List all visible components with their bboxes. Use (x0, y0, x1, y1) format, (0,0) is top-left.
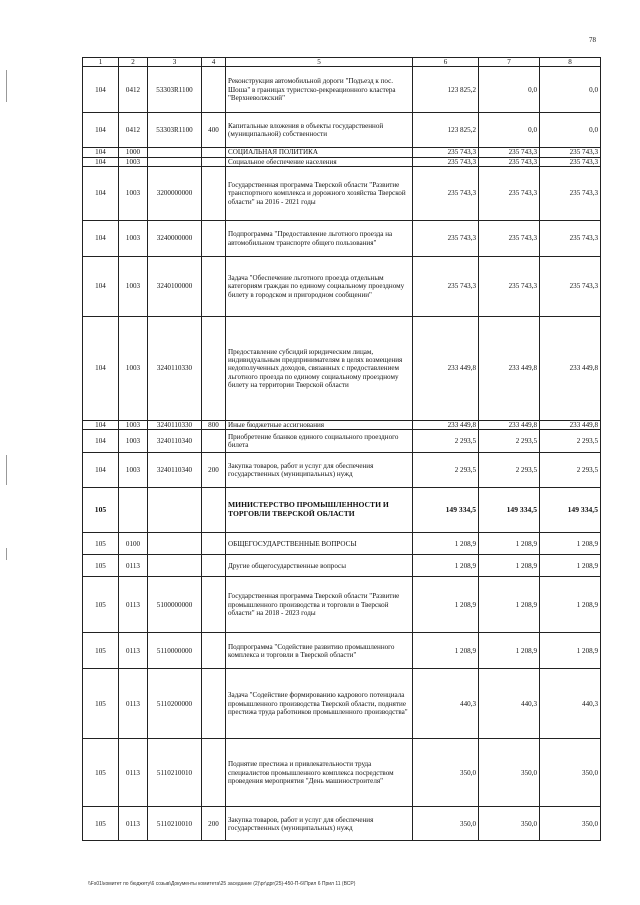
amount-2021-cell: 235 743,3 (540, 167, 601, 221)
amount-2020-cell: 235 743,3 (479, 221, 540, 257)
target-article-code-cell: 5110000000 (148, 633, 202, 669)
amount-2021-cell: 235 743,3 (540, 148, 601, 157)
amount-2021-cell: 235 743,3 (540, 157, 601, 166)
amount-2020-cell: 1 208,9 (479, 577, 540, 633)
item-name-cell: Закупка товаров, работ и услуг для обеспечения государственных (муниципальных) нужд (226, 807, 413, 841)
amount-2020-cell: 2 293,5 (479, 453, 540, 488)
amount-2019-cell: 149 334,5 (413, 488, 479, 533)
target-article-code-cell: 3240110340 (148, 453, 202, 488)
target-article-code-cell (148, 157, 202, 166)
target-article-code-cell: 53303R1100 (148, 67, 202, 113)
amount-2020-cell: 233 449,8 (479, 421, 540, 430)
subsection-code-cell: 0100 (119, 533, 148, 555)
amount-2020-cell: 235 743,3 (479, 157, 540, 166)
subsection-code-cell: 0113 (119, 633, 148, 669)
margin-scan-mark-middle (6, 455, 7, 485)
section-code-cell: 105 (83, 807, 119, 841)
header-col-3: 3 (148, 58, 202, 67)
section-code-cell: 104 (83, 67, 119, 113)
amount-2021-cell: 235 743,3 (540, 257, 601, 317)
amount-2019-cell: 235 743,3 (413, 167, 479, 221)
table-row (83, 167, 601, 221)
expense-type-code-cell: 200 (202, 807, 226, 841)
item-name-cell: Государственная программа Тверской области "Развитие транспортного комплекса и дорожного хозяйства Тверской области" на 2016 - 2021 годы (226, 167, 413, 221)
expense-type-code-cell (202, 739, 226, 807)
amount-2020-cell: 1 208,9 (479, 533, 540, 555)
item-name-cell: Подпрограмма "Содействие развитию промышленного комплекса и торговли в Тверской области" (226, 633, 413, 669)
table-row (83, 739, 601, 807)
expense-type-code-cell: 400 (202, 113, 226, 148)
target-article-code-cell: 3240110340 (148, 430, 202, 453)
file-path-footer: \\Fs01\комитет по бюджету\6 созыв\Документы комитета\25 заседание (2)\рг\дрг(25)-450-П-6\Прил 6 Прил 11 (ВСР) (88, 881, 356, 887)
amount-2021-cell: 2 293,5 (540, 430, 601, 453)
expense-type-code-cell (202, 157, 226, 166)
amount-2020-cell: 0,0 (479, 113, 540, 148)
expense-type-code-cell (202, 67, 226, 113)
section-code-cell: 105 (83, 533, 119, 555)
amount-2019-cell: 1 208,9 (413, 577, 479, 633)
amount-2019-cell: 233 449,8 (413, 317, 479, 421)
section-code-cell: 104 (83, 167, 119, 221)
item-name-cell: Государственная программа Тверской области "Развитие промышленного производства и торговли в Тверской области" на 2018 - 2023 годы (226, 577, 413, 633)
header-col-8: 8 (540, 58, 601, 67)
amount-2021-cell: 350,0 (540, 739, 601, 807)
amount-2019-cell: 233 449,8 (413, 421, 479, 430)
section-code-cell: 104 (83, 157, 119, 166)
expense-type-code-cell (202, 167, 226, 221)
subsection-code-cell: 0113 (119, 555, 148, 577)
table-row (83, 633, 601, 669)
amount-2020-cell: 2 293,5 (479, 430, 540, 453)
target-article-code-cell: 3240110330 (148, 421, 202, 430)
subsection-code-cell: 0412 (119, 113, 148, 148)
margin-scan-mark-top (6, 70, 7, 102)
table-row (83, 430, 601, 453)
expense-type-code-cell (202, 633, 226, 669)
table-row (83, 533, 601, 555)
item-name-cell: Иные бюджетные ассигнования (226, 421, 413, 430)
target-article-code-cell: 5110210010 (148, 807, 202, 841)
subsection-code-cell: 1003 (119, 317, 148, 421)
subsection-code-cell: 1003 (119, 157, 148, 166)
expense-type-code-cell (202, 317, 226, 421)
amount-2020-cell: 0,0 (479, 67, 540, 113)
amount-2021-cell: 1 208,9 (540, 555, 601, 577)
target-article-code-cell: 3200000000 (148, 167, 202, 221)
item-name-cell: ОБЩЕГОСУДАРСТВЕННЫЕ ВОПРОСЫ (226, 533, 413, 555)
table-row (83, 148, 601, 157)
page-number: 78 (589, 36, 596, 44)
target-article-code-cell: 53303R1100 (148, 113, 202, 148)
target-article-code-cell (148, 555, 202, 577)
expense-type-code-cell (202, 257, 226, 317)
subsection-code-cell: 1003 (119, 421, 148, 430)
item-name-cell: Реконструкция автомобильной дороги "Подъезд к пос. Шоша" в границах туристско-рекреационного кластера "Верхневолжский" (226, 67, 413, 113)
amount-2021-cell: 1 208,9 (540, 533, 601, 555)
amount-2021-cell: 2 293,5 (540, 453, 601, 488)
section-code-cell: 105 (83, 669, 119, 739)
item-name-cell: МИНИСТЕРСТВО ПРОМЫШЛЕННОСТИ И ТОРГОВЛИ ТВЕРСКОЙ ОБЛАСТИ (226, 488, 413, 533)
table-body (83, 58, 601, 841)
amount-2020-cell: 1 208,9 (479, 555, 540, 577)
expense-type-code-cell (202, 488, 226, 533)
amount-2021-cell: 235 743,3 (540, 221, 601, 257)
section-code-cell: 105 (83, 577, 119, 633)
expense-type-code-cell (202, 533, 226, 555)
expense-type-code-cell (202, 221, 226, 257)
item-name-cell: Задача "Содействие формированию кадрового потенциала промышленного производства Тверской области, поднятие престижа труда работников промышленного производства" (226, 669, 413, 739)
section-code-cell: 105 (83, 739, 119, 807)
amount-2020-cell: 149 334,5 (479, 488, 540, 533)
amount-2020-cell: 440,3 (479, 669, 540, 739)
amount-2021-cell: 350,0 (540, 807, 601, 841)
subsection-code-cell: 0412 (119, 67, 148, 113)
table-row (83, 67, 601, 113)
header-col-5: 5 (226, 58, 413, 67)
item-name-cell: Закупка товаров, работ и услуг для обеспечения государственных (муниципальных) нужд (226, 453, 413, 488)
subsection-code-cell: 1003 (119, 430, 148, 453)
margin-scan-mark-bottom (6, 548, 7, 560)
table-row (83, 577, 601, 633)
target-article-code-cell: 3240100000 (148, 257, 202, 317)
amount-2019-cell: 2 293,5 (413, 430, 479, 453)
section-code-cell: 104 (83, 221, 119, 257)
section-code-cell: 104 (83, 430, 119, 453)
amount-2020-cell: 233 449,8 (479, 317, 540, 421)
table-row (83, 221, 601, 257)
amount-2021-cell: 233 449,8 (540, 421, 601, 430)
subsection-code-cell: 0113 (119, 669, 148, 739)
amount-2021-cell: 0,0 (540, 113, 601, 148)
header-col-4: 4 (202, 58, 226, 67)
target-article-code-cell: 5110200000 (148, 669, 202, 739)
target-article-code-cell (148, 533, 202, 555)
table-row (83, 157, 601, 166)
section-code-cell: 104 (83, 421, 119, 430)
column-number-header (83, 58, 601, 67)
item-name-cell: Социальное обеспечение населения (226, 157, 413, 166)
amount-2019-cell: 235 743,3 (413, 157, 479, 166)
amount-2019-cell: 2 293,5 (413, 453, 479, 488)
amount-2019-cell: 235 743,3 (413, 221, 479, 257)
table-row (83, 453, 601, 488)
table-row (83, 669, 601, 739)
header-col-2: 2 (119, 58, 148, 67)
amount-2020-cell: 350,0 (479, 807, 540, 841)
item-name-cell: Подпрограмма "Предоставление льготного проезда на автомобильном транспорте общего пользования" (226, 221, 413, 257)
item-name-cell: Приобретение бланков единого социального проездного билета (226, 430, 413, 453)
expense-type-code-cell (202, 577, 226, 633)
section-code-cell: 105 (83, 488, 119, 533)
expense-type-code-cell: 200 (202, 453, 226, 488)
expense-type-code-cell (202, 148, 226, 157)
expense-type-code-cell (202, 430, 226, 453)
section-code-cell: 104 (83, 113, 119, 148)
subsection-code-cell: 1003 (119, 257, 148, 317)
amount-2019-cell: 235 743,3 (413, 148, 479, 157)
amount-2019-cell: 1 208,9 (413, 533, 479, 555)
header-col-6: 6 (413, 58, 479, 67)
subsection-code-cell: 0113 (119, 577, 148, 633)
amount-2021-cell: 0,0 (540, 67, 601, 113)
header-col-1: 1 (83, 58, 119, 67)
amount-2021-cell: 440,3 (540, 669, 601, 739)
item-name-cell: Задача "Обеспечение льготного проезда отдельным категориям граждан по единому социальному проездному билету в городском и пригородном сообщении" (226, 257, 413, 317)
subsection-code-cell: 1003 (119, 167, 148, 221)
section-code-cell: 104 (83, 148, 119, 157)
amount-2020-cell: 350,0 (479, 739, 540, 807)
amount-2019-cell: 350,0 (413, 807, 479, 841)
amount-2021-cell: 1 208,9 (540, 633, 601, 669)
item-name-cell: Предоставление субсидий юридическим лицам, индивидуальным предпринимателям в целях возмещения недополученных доходов, связанных с предоставлением льготного проезда по единому социальному проездному билету на территории Тверской области (226, 317, 413, 421)
table-row (83, 421, 601, 430)
section-code-cell: 104 (83, 317, 119, 421)
target-article-code-cell: 3240000000 (148, 221, 202, 257)
amount-2020-cell: 1 208,9 (479, 633, 540, 669)
amount-2019-cell: 123 825,2 (413, 67, 479, 113)
amount-2019-cell: 440,3 (413, 669, 479, 739)
expense-type-code-cell (202, 555, 226, 577)
table-row (83, 113, 601, 148)
amount-2020-cell: 235 743,3 (479, 257, 540, 317)
header-col-7: 7 (479, 58, 540, 67)
amount-2019-cell: 1 208,9 (413, 633, 479, 669)
subsection-code-cell: 0113 (119, 807, 148, 841)
section-code-cell: 104 (83, 453, 119, 488)
expense-type-code-cell: 800 (202, 421, 226, 430)
subsection-code-cell: 1000 (119, 148, 148, 157)
target-article-code-cell: 5100000000 (148, 577, 202, 633)
section-code-cell: 104 (83, 257, 119, 317)
subsection-code-cell (119, 488, 148, 533)
table-row (83, 488, 601, 533)
section-code-cell: 105 (83, 555, 119, 577)
subsection-code-cell: 1003 (119, 453, 148, 488)
section-code-cell: 105 (83, 633, 119, 669)
subsection-code-cell: 0113 (119, 739, 148, 807)
budget-table (82, 57, 601, 841)
target-article-code-cell: 3240110330 (148, 317, 202, 421)
target-article-code-cell (148, 148, 202, 157)
target-article-code-cell: 5110210010 (148, 739, 202, 807)
amount-2019-cell: 350,0 (413, 739, 479, 807)
item-name-cell: Поднятие престижа и привлекательности труда специалистов промышленного комплекса посредством проведения мероприятия "День машиностроителя" (226, 739, 413, 807)
item-name-cell: СОЦИАЛЬНАЯ ПОЛИТИКА (226, 148, 413, 157)
item-name-cell: Капитальные вложения в объекты государственной (муниципальной) собственности (226, 113, 413, 148)
item-name-cell: Другие общегосударственные вопросы (226, 555, 413, 577)
amount-2020-cell: 235 743,3 (479, 167, 540, 221)
table-row (83, 807, 601, 841)
target-article-code-cell (148, 488, 202, 533)
table-row (83, 257, 601, 317)
amount-2020-cell: 235 743,3 (479, 148, 540, 157)
amount-2021-cell: 233 449,8 (540, 317, 601, 421)
amount-2019-cell: 235 743,3 (413, 257, 479, 317)
table-row (83, 317, 601, 421)
amount-2021-cell: 1 208,9 (540, 577, 601, 633)
amount-2021-cell: 149 334,5 (540, 488, 601, 533)
expense-type-code-cell (202, 669, 226, 739)
subsection-code-cell: 1003 (119, 221, 148, 257)
amount-2019-cell: 123 825,2 (413, 113, 479, 148)
amount-2019-cell: 1 208,9 (413, 555, 479, 577)
table-row (83, 555, 601, 577)
